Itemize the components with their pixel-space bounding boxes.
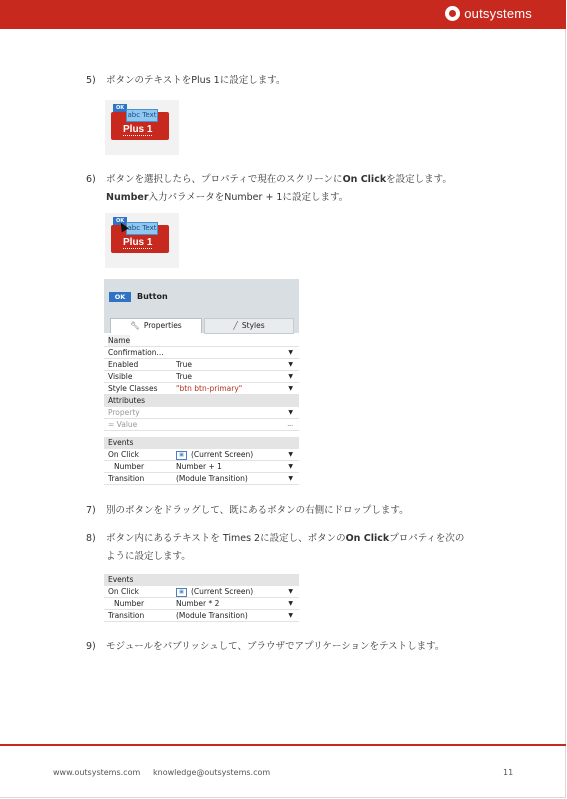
event-row-number[interactable] (104, 461, 299, 473)
text-segment: 入力パラメータをNumber + 1に設定します。 (148, 192, 349, 203)
section-events (104, 574, 299, 586)
page-number: 11 (503, 768, 514, 777)
footer-divider (0, 744, 566, 746)
property-row-confirmation[interactable] (104, 347, 299, 359)
text-widget-label: abc Text (126, 109, 158, 122)
panel-tabs (104, 314, 299, 333)
property-key: On Click (108, 450, 139, 459)
step-text: モジュールをパブリッシュして、ブラウザでアプリケーションをテストします。 (106, 641, 445, 652)
property-key: = Value (108, 420, 138, 429)
text-segment: ボタンを選択したら、プロパティで現在のスクリーンに (106, 174, 343, 185)
dropdown-arrow-icon[interactable]: ▼ (288, 600, 293, 607)
step-text-line2: ように設定します。 (106, 551, 191, 562)
brand-logo (445, 6, 532, 21)
dropdown-arrow-icon[interactable]: ▼ (288, 463, 293, 470)
property-row-visible[interactable] (104, 371, 299, 383)
button-label: Plus 1 (123, 237, 153, 248)
events-panel (104, 574, 299, 622)
button-label: Plus 1 (123, 124, 153, 135)
text-segment: プロパティを次の (389, 533, 465, 544)
property-value[interactable] (176, 449, 253, 460)
text-bold: On Click (342, 174, 387, 185)
attribute-row-value[interactable] (104, 419, 299, 431)
property-key: Confirmation... (108, 348, 164, 357)
dropdown-arrow-icon[interactable]: ▼ (288, 361, 293, 368)
text-bold: Number (106, 192, 149, 203)
tab-styles[interactable] (204, 318, 294, 334)
dropdown-arrow-icon[interactable]: ▼ (288, 588, 293, 595)
dropdown-arrow-icon[interactable]: ▼ (288, 385, 293, 392)
property-rows (104, 335, 299, 485)
outsystems-logo-icon (445, 6, 460, 21)
section-attributes (104, 395, 299, 407)
dropdown-arrow-icon[interactable]: ▼ (288, 612, 293, 619)
button-preview-thumbnail (105, 100, 179, 155)
property-key: Number (114, 599, 145, 608)
property-key: Transition (108, 474, 145, 483)
property-key: Property (108, 408, 140, 417)
property-key: Transition (108, 611, 145, 620)
step-number: 5) (86, 75, 96, 86)
property-value[interactable]: (Module Transition) (176, 611, 248, 620)
property-key: Style Classes (108, 384, 158, 393)
button-widget-badge: OK (109, 292, 131, 302)
screen-icon: ▣ (176, 588, 187, 597)
screen-icon: ▣ (176, 451, 187, 460)
property-value[interactable]: Number * 2 (176, 599, 220, 608)
event-row-transition[interactable] (104, 610, 299, 622)
event-row-on-click[interactable] (104, 449, 299, 461)
footer-email-link[interactable]: knowledge@outsystems.com (153, 768, 271, 777)
brand-name: outsystems (464, 6, 532, 21)
footer-website-link[interactable]: www.outsystems.com (53, 768, 141, 777)
step-number: 7) (86, 505, 96, 516)
property-key: On Click (108, 587, 139, 596)
brush-icon: ╱ (233, 321, 238, 330)
text-segment: ボタン内にあるテキストを Times 2に設定し、ボタンの (106, 533, 346, 544)
dropdown-arrow-icon[interactable]: ▼ (288, 373, 293, 380)
panel-header (104, 279, 299, 314)
panel-title: Button (137, 292, 168, 301)
step-text-line1 (106, 172, 506, 188)
step-text: ボタンのテキストをPlus 1に設定します。 (106, 75, 286, 86)
property-value[interactable]: True (176, 360, 192, 369)
event-row-on-click[interactable] (104, 586, 299, 598)
section-label: Events (108, 575, 134, 584)
step-number: 6) (86, 174, 96, 185)
property-value[interactable]: (Module Transition) (176, 474, 248, 483)
text-bold: On Click (345, 533, 390, 544)
tab-label: Styles (241, 321, 265, 330)
step-number: 8) (86, 533, 96, 544)
text-widget-label: abc Text (126, 222, 158, 235)
header-bar (0, 0, 566, 29)
event-row-transition[interactable] (104, 473, 299, 485)
properties-panel (104, 279, 299, 487)
attribute-row-property[interactable] (104, 407, 299, 419)
widget-tag: OK (113, 104, 127, 112)
dropdown-arrow-icon[interactable]: ▼ (288, 451, 293, 458)
property-row-style-classes[interactable] (104, 383, 299, 395)
section-events (104, 437, 299, 449)
property-key: Number (114, 462, 145, 471)
step-text-line1 (106, 531, 506, 547)
property-value[interactable] (176, 586, 253, 597)
step-text: 別のボタンをドラッグして、既にあるボタンの右側にドロップします。 (106, 505, 409, 516)
property-value[interactable]: True (176, 372, 192, 381)
dropdown-arrow-icon[interactable]: ▼ (288, 475, 293, 482)
property-key: Visible (108, 372, 133, 381)
widget-tag: OK (113, 217, 127, 225)
value-text: (Current Screen) (191, 587, 254, 596)
step-number: 9) (86, 641, 96, 652)
section-label: Attributes (108, 396, 146, 405)
dropdown-arrow-icon[interactable]: ▼ (288, 409, 293, 416)
property-value[interactable]: "btn btn-primary" (176, 384, 243, 393)
property-value[interactable]: Number + 1 (176, 462, 222, 471)
property-row-enabled[interactable] (104, 359, 299, 371)
section-label: Events (108, 438, 134, 447)
property-key: Enabled (108, 360, 139, 369)
ellipsis-button[interactable]: ... (287, 421, 293, 428)
dropdown-arrow-icon[interactable]: ▼ (288, 349, 293, 356)
wrench-icon: 🔧︎ (130, 321, 140, 330)
button-preview-thumbnail (105, 213, 179, 268)
property-row-name[interactable] (104, 335, 299, 347)
step-text-line2 (106, 190, 506, 206)
tab-properties[interactable] (110, 318, 202, 333)
value-text: (Current Screen) (191, 450, 254, 459)
property-key: Name (108, 336, 131, 345)
event-row-number[interactable] (104, 598, 299, 610)
tab-label: Properties (143, 321, 182, 330)
text-segment: を設定します。 (386, 174, 452, 185)
